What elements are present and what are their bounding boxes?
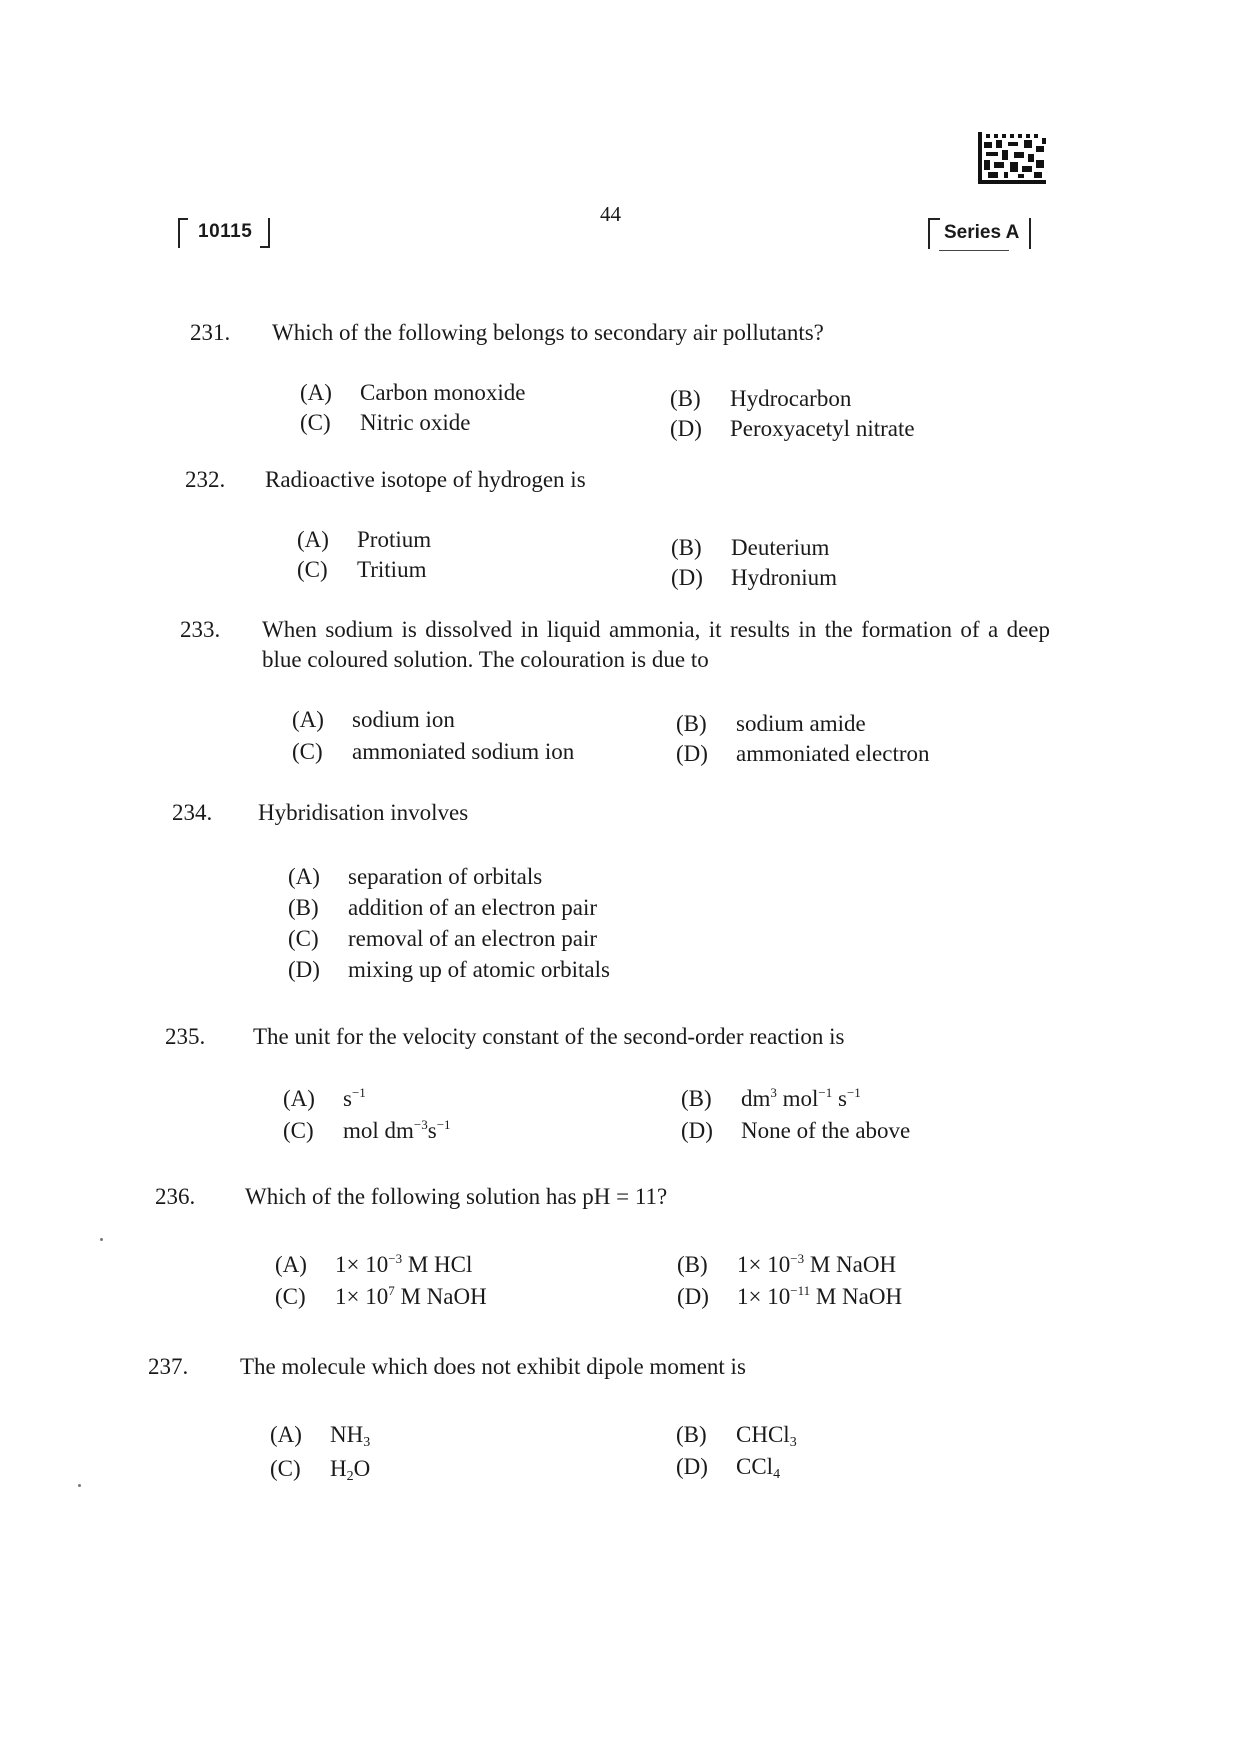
series-box: Series A xyxy=(928,218,1031,249)
option-a: (A) sodium ion xyxy=(292,707,455,732)
option-d: (D) Peroxyacetyl nitrate xyxy=(670,416,915,441)
option-d: (D) $1\times 10^{-11}$ M NaOH xyxy=(677,1283,903,1309)
option-c: (C) Nitric oxide xyxy=(300,410,471,435)
question-text: Which of the following belongs to secondary air pollutants? xyxy=(272,320,824,345)
option-c: (C) mol $dm^{-3}s^{-1}$ xyxy=(283,1117,451,1143)
option-b: (B) $1\times 10^{-3}$ M NaOH xyxy=(677,1251,897,1277)
option-d: (D) ammoniated electron xyxy=(676,741,930,766)
question-number: 235. xyxy=(165,1024,206,1049)
question-number: 231. xyxy=(190,320,231,345)
datamatrix-code-icon xyxy=(978,132,1046,184)
page-number: 44 xyxy=(600,202,621,226)
option-b: (B) addition of an electron pair xyxy=(288,895,598,920)
option-b: (B) Deuterium xyxy=(671,535,830,560)
option-d: (D) Hydronium xyxy=(671,565,838,590)
option-c: (C) Tritium xyxy=(297,557,427,582)
scan-speck xyxy=(78,1484,81,1487)
option-a: (A) separation of orbitals xyxy=(288,864,543,889)
option-d: (D) CCl$_4$ xyxy=(676,1454,781,1482)
option-c: (C) ammoniated sodium ion xyxy=(292,739,575,764)
scan-speck xyxy=(100,1238,103,1241)
option-c: (C) removal of an electron pair xyxy=(288,926,598,951)
question-number: 233. xyxy=(180,617,221,642)
option-c: (C) $H_2O$ xyxy=(270,1456,371,1484)
option-b: (B) sodium amide xyxy=(676,711,866,736)
option-d: (D) None of the above xyxy=(681,1118,911,1143)
option-a: (A) Protium xyxy=(297,527,432,552)
question-text: The molecule which does not exhibit dipole moment is xyxy=(240,1354,746,1379)
question-text: Hybridisation involves xyxy=(258,800,469,825)
question-text: Radioactive isotope of hydrogen is xyxy=(265,467,586,492)
question-text: When sodium is dissolved in liquid ammonia, it results in the formation of a deep blue coloured solution. The colouration is due to xyxy=(262,617,1050,672)
option-d: (D) mixing up of atomic orbitals xyxy=(288,957,610,982)
question-number: 237. xyxy=(148,1354,189,1379)
option-b: (B) CHCl$_3$ xyxy=(676,1422,797,1450)
option-b: (B) $dm^3$ mol$^{-1}$ $s^{-1}$ xyxy=(681,1085,861,1111)
option-a: (A) $NH_3$ xyxy=(270,1422,371,1450)
question-number: 232. xyxy=(185,467,226,492)
option-a: (A) $s^{-1}$ xyxy=(283,1085,366,1111)
option-a: (A) $1\times 10^{-3}$ M HCl xyxy=(275,1251,473,1277)
option-c: (C) $1\times 10^7$ M NaOH xyxy=(275,1283,487,1309)
question-text: Which of the following solution has pH = 11? xyxy=(245,1184,668,1209)
question-number: 234. xyxy=(172,800,213,825)
option-a: (A) Carbon monoxide xyxy=(300,380,526,405)
option-b: (B) Hydrocarbon xyxy=(670,386,852,411)
paper-code-box: 10115 xyxy=(178,218,270,248)
question-text: The unit for the velocity constant of the second-order reaction is xyxy=(253,1024,845,1049)
question-number: 236. xyxy=(155,1184,196,1209)
